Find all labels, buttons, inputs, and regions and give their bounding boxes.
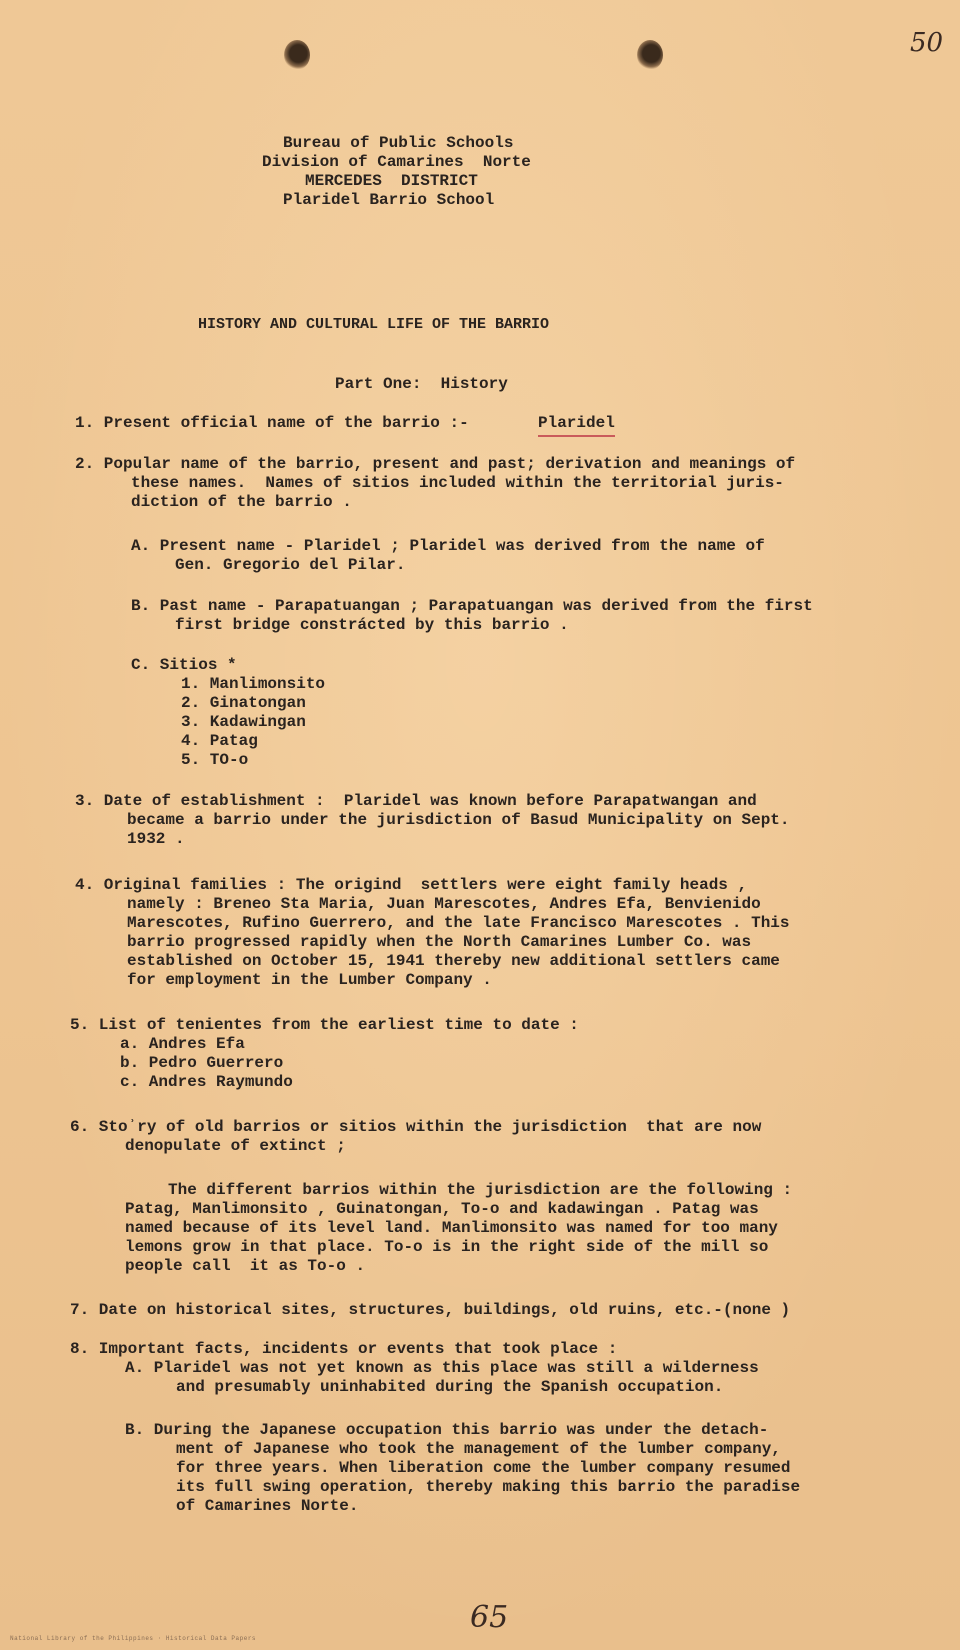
item-2b-line-1: B. Past name - Parapatuangan ; Parapatuangan was derived from the first (131, 597, 813, 615)
folio-number-bottom: 65 (470, 1600, 509, 1635)
folio-number-top: 50 (910, 28, 944, 58)
sitio-item: 5. TO-o (181, 751, 249, 769)
item-6-line-2: denopulate of extinct ; (125, 1137, 346, 1155)
sitio-item: 3. Kadawingan (181, 713, 306, 731)
item-4-line-6: for employment in the Lumber Company . (127, 971, 492, 989)
item-4-line-2: namely : Breneo Sta Maria, Juan Marescotes, Andres Efa, Benvienido (127, 895, 761, 913)
item-8b-line-2: ment of Japanese who took the management of the lumber company, (176, 1440, 781, 1458)
item-8-heading: 8. Important facts, incidents or events that took place : (70, 1340, 618, 1358)
part-heading: Part One: History (335, 375, 508, 393)
item-8b-line-5: of Camarines Norte. (176, 1497, 359, 1515)
punch-hole-left (284, 40, 310, 70)
item-4-line-4: barrio progressed rapidly when the North Camarines Lumber Co. was (127, 933, 752, 951)
sitio-item: 1. Manlimonsito (181, 675, 326, 693)
item-3-line-3: 1932 . (127, 830, 185, 848)
item-2-line-3: diction of the barrio . (131, 493, 352, 511)
item-2a-line-1: A. Present name - Plaridel ; Plaridel was derived from the name of (131, 537, 765, 555)
teniente-item: b. Pedro Guerrero (120, 1054, 284, 1072)
item-2-line-1: 2. Popular name of the barrio, present and past; derivation and meanings of (75, 455, 796, 473)
item-2-line-2: these names. Names of sitios included within the territorial juris- (131, 474, 784, 492)
teniente-item: a. Andres Efa (120, 1035, 245, 1053)
item-1-answer: Plaridel (538, 414, 615, 437)
item-6-para-line: named because of its level land. Manlimonsito was named for too many (125, 1219, 778, 1237)
footer-note: National Library of the Philippines · Historical Data Papers (10, 1635, 257, 1642)
item-8a-line-1: A. Plaridel was not yet known as this place was still a wilderness (125, 1359, 759, 1377)
item-2b-line-2: first bridge constrácted by this barrio . (175, 616, 569, 634)
item-6-para-line: The different barrios within the jurisdiction are the following : (168, 1181, 793, 1199)
item-8b-line-1: B. During the Japanese occupation this barrio was under the detach- (125, 1421, 769, 1439)
item-4-line-3: Marescotes, Rufino Guerrero, and the late Francisco Marescotes . This (127, 914, 790, 932)
item-3-line-2: became a barrio under the jurisdiction of Basud Municipality on Sept. (127, 811, 790, 829)
item-4-line-1: 4. Original families : The origind settlers were eight family heads , (75, 876, 748, 894)
item-2c-label: C. Sitios * (131, 656, 237, 674)
item-6-para-line: lemons grow in that place. To-o is in the right side of the mill so (125, 1238, 769, 1256)
item-8a-line-2: and presumably uninhabited during the Spanish occupation. (176, 1378, 724, 1396)
item-6-para-line: Patag, Manlimonsito , Guinatongan, To-o and kadawingan . Patag was (125, 1200, 759, 1218)
header-line-1: Bureau of Public Schools (283, 134, 514, 152)
header-line-3: MERCEDES DISTRICT (305, 172, 478, 190)
page-title: HISTORY AND CULTURAL LIFE OF THE BARRIO (198, 316, 550, 333)
item-6-line-1: 6. Stoʾry of old barrios or sitios within the jurisdiction that are now (70, 1118, 762, 1136)
sitio-item: 2. Ginatongan (181, 694, 306, 712)
header-line-2: Division of Camarines Norte (262, 153, 531, 171)
item-2a-line-2: Gen. Gregorio del Pilar. (175, 556, 406, 574)
item-7: 7. Date on historical sites, structures, buildings, old ruins, etc.-(none ) (70, 1301, 791, 1319)
item-5-heading: 5. List of tenientes from the earliest time to date : (70, 1016, 579, 1034)
teniente-item: c. Andres Raymundo (120, 1073, 293, 1091)
item-6-para-line: people call it as To-o . (125, 1257, 366, 1275)
sitio-item: 4. Patag (181, 732, 258, 750)
item-8b-line-3: for three years. When liberation come the lumber company resumed (176, 1459, 791, 1477)
item-1-question: 1. Present official name of the barrio :- (75, 414, 469, 432)
item-8b-line-4: its full swing operation, thereby making this barrio the paradise (176, 1478, 801, 1496)
item-3-line-1: 3. Date of establishment : Plaridel was known before Parapatwangan and (75, 792, 757, 810)
punch-hole-right (637, 40, 663, 70)
header-line-4: Plaridel Barrio School (283, 191, 495, 209)
item-4-line-5: established on October 15, 1941 thereby new additional settlers came (127, 952, 780, 970)
